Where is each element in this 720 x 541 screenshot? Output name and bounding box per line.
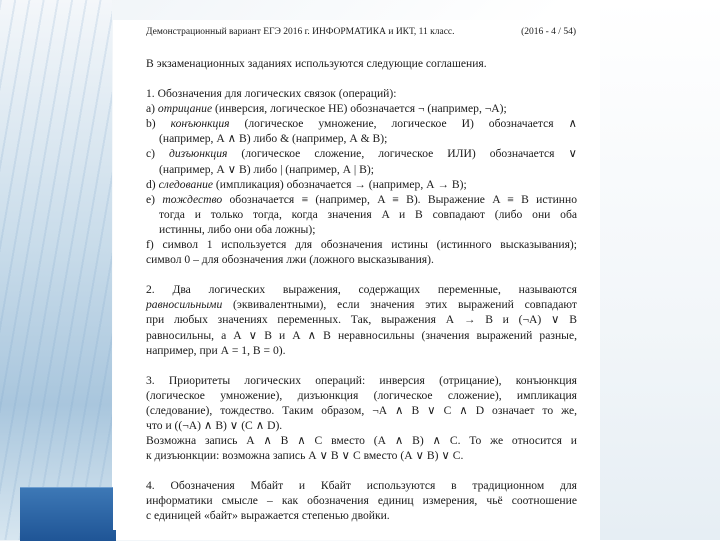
intro-paragraph: В экзаменационных заданиях используются следующие соглашения. — [146, 57, 487, 70]
item-b-cont: (например, А ∧ В) либо & (например, А & В); — [159, 132, 388, 146]
item-b: b) конъюнкция (логическое умножение, логическое И) обозначается ∧ — [146, 117, 577, 131]
header-title: Демонстрационный вариант ЕГЭ 2016 г. ИНФОРМАТИКА и ИКТ, 11 класс. — [146, 27, 455, 37]
section-3-line-4: что и ((¬А) ∧ В) ∨ (С ∧ D). — [146, 418, 283, 432]
section-1-title: 1. Обозначения для логических связок (операций): — [146, 87, 397, 101]
section-2-line-3: при любых значениях переменных. Так, выражения А → В и (¬А) ∨ В — [146, 313, 577, 327]
background-left-panel — [0, 0, 112, 540]
section-2-line-5: например, при А = 1, В = 0). — [146, 343, 286, 357]
section-4-line-3: с единицей «байт» выражается степенью двойки. — [146, 509, 390, 523]
section-3-line-5: Возможна запись А ∧ В ∧ С вместо (А ∧ В) ∧ С. То же относится и — [146, 434, 577, 448]
section-3-line-6: к дизъюнкции: возможна запись А ∨ В ∨ С вместо (А ∨ В) ∨ С. — [146, 449, 464, 463]
header-page-number: (2016 - 4 / 54) — [521, 27, 576, 37]
section-1 — [146, 86, 577, 267]
document-page — [113, 20, 600, 530]
section-2 — [146, 282, 577, 357]
section-4-line-1: 4. Обозначения Мбайт и Кбайт используются в традиционном для — [146, 479, 577, 493]
item-d: d) следование (импликация) обозначается → (например, А → В); — [146, 177, 467, 191]
section-3-line-3: (следование), тождество. Таким образом, ¬А ∧ В ∨ С ∧ D означает то же, — [146, 403, 577, 417]
background-right-panel — [600, 0, 720, 540]
item-f-cont: символ 0 – для обозначения лжи (ложного высказывания). — [146, 253, 434, 267]
item-e: e) тождество обозначается ≡ (например, A ≡ B). Выражение A ≡ B истинно — [146, 192, 578, 206]
page-header — [146, 27, 576, 41]
section-3-line-1: 3. Приоритеты логических операций: инверсия (отрицание), конъюнкция — [146, 373, 577, 387]
item-e-cont: тогда и только тогда, когда значения A и B совпадают (либо они оба — [159, 207, 577, 221]
item-a: a) отрицание (инверсия, логическое НЕ) обозначается ¬ (например, ¬А); — [146, 102, 507, 116]
section-3-line-2: (логическое умножение), дизъюнкция (логическое сложение), импликация — [146, 388, 577, 402]
background-blue-square — [20, 487, 116, 541]
item-c-cont: (например, А ∨ В) либо | (например, А | В); — [159, 162, 374, 176]
section-3 — [146, 373, 577, 464]
section-4-line-2: информатики смысле – как обозначения единиц измерения, чьё соотношение — [146, 494, 577, 508]
section-2-line-1: 2. Два логических выражения, содержащих переменные, называются — [146, 283, 577, 297]
section-2-line-2: равносильными (эквивалентными), если значения этих выражений совпадают — [146, 298, 577, 312]
item-f: f) символ 1 используется для обозначения истины (истинного высказывания); — [146, 238, 577, 252]
item-c: c) дизъюнкция (логическое сложение, логическое ИЛИ) обозначается ∨ — [146, 147, 577, 161]
section-4 — [146, 478, 577, 523]
item-e-cont2: истинны, либо они оба ложны); — [159, 222, 316, 236]
section-2-line-4: равносильны, а А ∨ В и А ∧ В неравносильны (значения выражений разные, — [146, 328, 577, 342]
document-body — [146, 56, 577, 524]
